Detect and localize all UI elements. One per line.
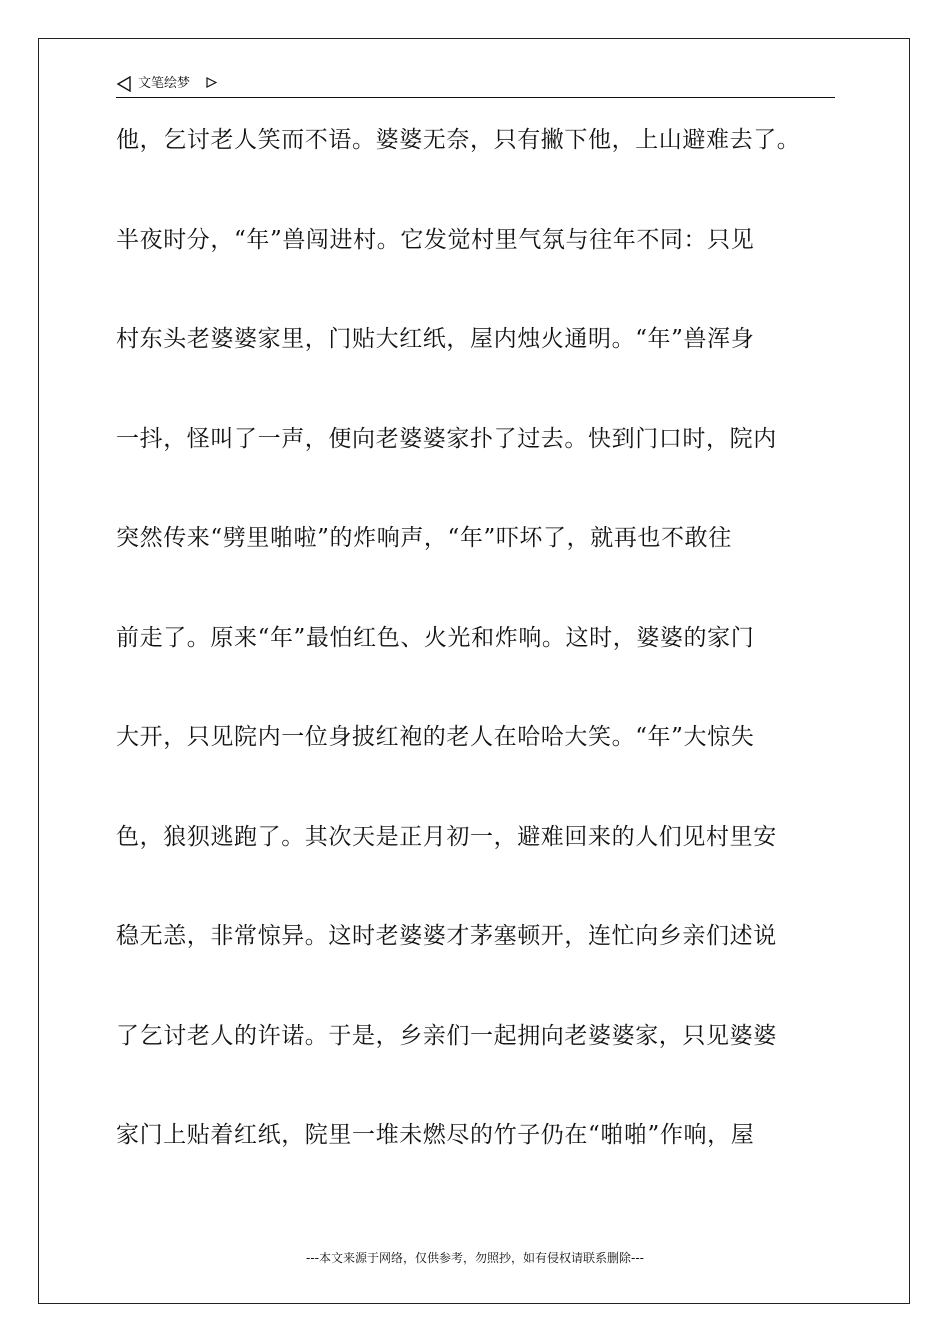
text-line: 家门上贴着红纸，院里一堆未燃尽的竹子仍在“啪啪”作响，屋 [116,1122,755,1148]
text-line: 前走了。原来“年”最怕红色、火光和炸响。这时，婆婆的家门 [116,624,755,651]
page-header [116,74,835,98]
triangle-right-icon [206,77,217,88]
text-line: 稳无恙，非常惊异。这时老婆婆才茅塞顿开，连忙向乡亲们述说 [116,923,777,949]
body-text [116,128,856,1223]
text-line: 色，狼狈逃跑了。其次天是正月初一，避难回来的人们见村里安 [116,823,777,850]
text-line: 他，乞讨老人笑而不语。婆婆无奈，只有撇下他，上山避难去了。 [116,127,801,153]
text-line: 一抖，怪叫了一声，便向老婆婆家扑了过去。快到门口时，院内 [116,425,777,452]
triangle-left-icon [116,76,132,92]
header-title: 文笔绘梦 [138,76,191,91]
text-line: 了乞讨老人的许诺。于是，乡亲们一起拥向老婆婆家，只见婆婆 [116,1022,777,1049]
text-line: 大开，只见院内一位身披红袍的老人在哈哈大笑。“年”大惊失 [116,724,755,750]
text-line: 村东头老婆婆家里，门贴大红纸，屋内烛火通明。“年”兽浑身 [116,326,755,352]
text-line: 突然传来“劈里啪啦”的炸响声，“年”吓坏了，就再也不敢往 [116,525,732,551]
footer-disclaimer: ---本文来源于网络，仅供参考，勿照抄，如有侵权请联系删除--- [306,1251,644,1265]
text-line: 半夜时分，“年”兽闯进村。它发觉村里气氛与往年不同：只见 [116,226,755,253]
